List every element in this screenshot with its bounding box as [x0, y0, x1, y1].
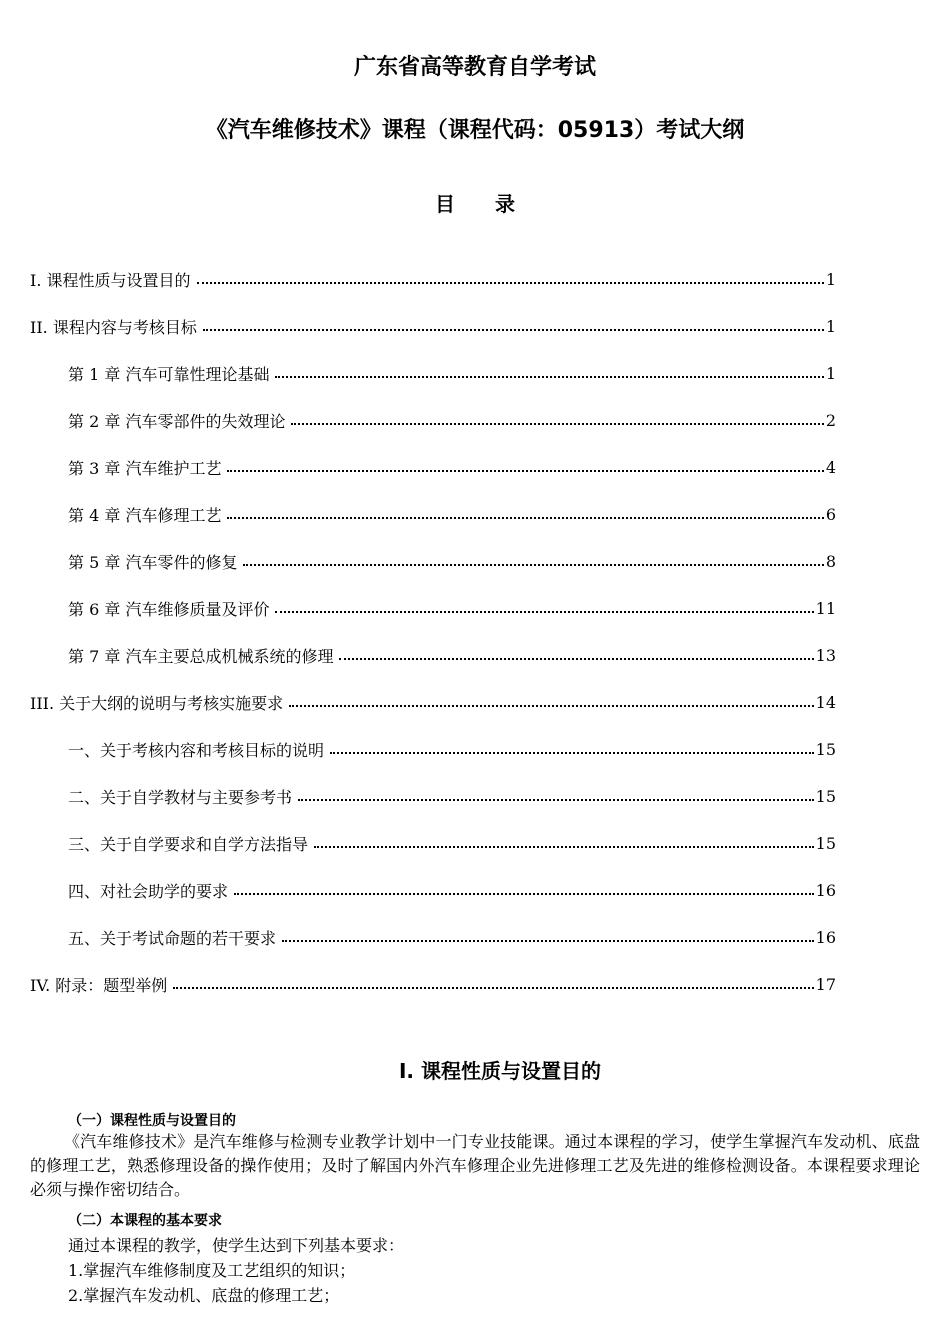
toc-entry-label: 第 7 章 汽车主要总成机械系统的修理 — [68, 647, 334, 666]
toc-entry-label: IV. 附录：题型举例 — [30, 976, 168, 995]
toc-entry-page-number: 14 — [815, 693, 836, 712]
toc-entry-label: 三、关于自学要求和自学方法指导 — [68, 835, 309, 854]
section-title: I. 课程性质与设置目的 — [398, 1059, 601, 1083]
requirement-item-1: 1.掌握汽车维修制度及工艺组织的知识； — [68, 1261, 356, 1280]
toc-entry-page-number: 13 — [815, 646, 836, 665]
toc-entry-page-number: 2 — [825, 411, 836, 430]
toc-entry-label: 第 2 章 汽车零部件的失效理论 — [68, 412, 286, 431]
toc-entry-page-number: 15 — [815, 740, 836, 759]
toc-entry[interactable] — [30, 303, 836, 350]
toc-entry[interactable] — [30, 679, 836, 726]
subheading-course-nature: （一）课程性质与设置目的 — [68, 1113, 236, 1129]
toc-leader-dots — [289, 705, 814, 707]
toc-entry[interactable] — [30, 867, 836, 914]
requirements-intro: 通过本课程的教学，使学生达到下列基本要求： — [68, 1236, 405, 1255]
toc-entry[interactable] — [30, 444, 836, 491]
toc-entry-page-number: 1 — [825, 270, 836, 289]
toc-entry-page-number: 8 — [825, 552, 836, 571]
toc-entry-page-number: 16 — [815, 881, 836, 900]
toc-leader-dots — [227, 517, 823, 519]
toc-leader-dots — [197, 282, 824, 284]
toc-leader-dots — [275, 376, 823, 378]
document-title: 广东省高等教育自学考试 — [353, 55, 596, 80]
toc-entry-page-number: 4 — [825, 458, 836, 477]
toc-entry-page-number: 11 — [815, 599, 836, 618]
document-subtitle: 《汽车维修技术》课程（课程代码：05913）考试大纲 — [205, 118, 745, 143]
toc-entry-label: III. 关于大纲的说明与考核实施要求 — [30, 694, 284, 713]
toc-heading: 目录 — [435, 192, 555, 216]
toc-entry[interactable] — [30, 914, 836, 961]
toc-entry[interactable] — [30, 820, 836, 867]
toc-entry-label: 四、对社会助学的要求 — [68, 882, 229, 901]
toc-leader-dots — [243, 564, 823, 566]
toc-entry[interactable] — [30, 961, 836, 1008]
toc-entry-label: 第 5 章 汽车零件的修复 — [68, 553, 238, 572]
toc-entry-label: 二、关于自学教材与主要参考书 — [68, 788, 293, 807]
toc-leader-dots — [234, 893, 814, 895]
toc-entry-label: 第 6 章 汽车维修质量及评价 — [68, 600, 270, 619]
toc-leader-dots — [275, 611, 813, 613]
toc-entry-page-number: 16 — [815, 928, 836, 947]
paragraph-course-description: 《汽车维修技术》是汽车维修与检测专业教学计划中一门专业技能课。通过本课程的学习，使学生掌握汽车发动机、底盘的修理工艺，熟悉修理设备的操作使用；及时了解国内外汽车修理企业先进修理工艺及先进的维修检测设备。本课程要求理论必须与操作密切结合。 — [30, 1132, 920, 1199]
toc-entry-label: 五、关于考试命题的若干要求 — [68, 929, 277, 948]
toc-leader-dots — [173, 987, 813, 989]
toc-entry[interactable] — [30, 397, 836, 444]
toc-entry-label: 第 4 章 汽车修理工艺 — [68, 506, 222, 525]
toc-entry[interactable] — [30, 726, 836, 773]
toc-entry[interactable] — [30, 632, 836, 679]
toc-leader-dots — [339, 658, 813, 660]
toc-entry-page-number: 15 — [815, 834, 836, 853]
toc-entry-page-number: 17 — [815, 975, 836, 994]
toc-entry[interactable] — [30, 256, 836, 303]
toc-entry-label: 第 1 章 汽车可靠性理论基础 — [68, 365, 270, 384]
toc-entry-page-number: 1 — [825, 317, 836, 336]
toc-leader-dots — [330, 752, 814, 754]
toc-entry-page-number: 1 — [825, 364, 836, 383]
toc-entry[interactable] — [30, 491, 836, 538]
toc-leader-dots — [291, 423, 823, 425]
toc-entry-label: I. 课程性质与设置目的 — [30, 271, 191, 290]
toc-entry-page-number: 6 — [825, 505, 836, 524]
toc-entry-label: 第 3 章 汽车维护工艺 — [68, 459, 222, 478]
table-of-contents — [30, 256, 836, 1008]
toc-entry-label: II. 课程内容与考核目标 — [30, 318, 197, 337]
requirement-item-2: 2.掌握汽车发动机、底盘的修理工艺； — [68, 1286, 340, 1305]
toc-entry[interactable] — [30, 773, 836, 820]
toc-entry[interactable] — [30, 538, 836, 585]
toc-leader-dots — [282, 940, 814, 942]
toc-leader-dots — [314, 846, 814, 848]
toc-entry[interactable] — [30, 585, 836, 632]
toc-entry[interactable] — [30, 350, 836, 397]
toc-leader-dots — [203, 329, 824, 331]
toc-entry-label: 一、关于考核内容和考核目标的说明 — [68, 741, 325, 760]
subheading-basic-requirements: （二）本课程的基本要求 — [68, 1213, 222, 1229]
toc-leader-dots — [298, 799, 814, 801]
toc-leader-dots — [227, 470, 823, 472]
toc-entry-page-number: 15 — [815, 787, 836, 806]
